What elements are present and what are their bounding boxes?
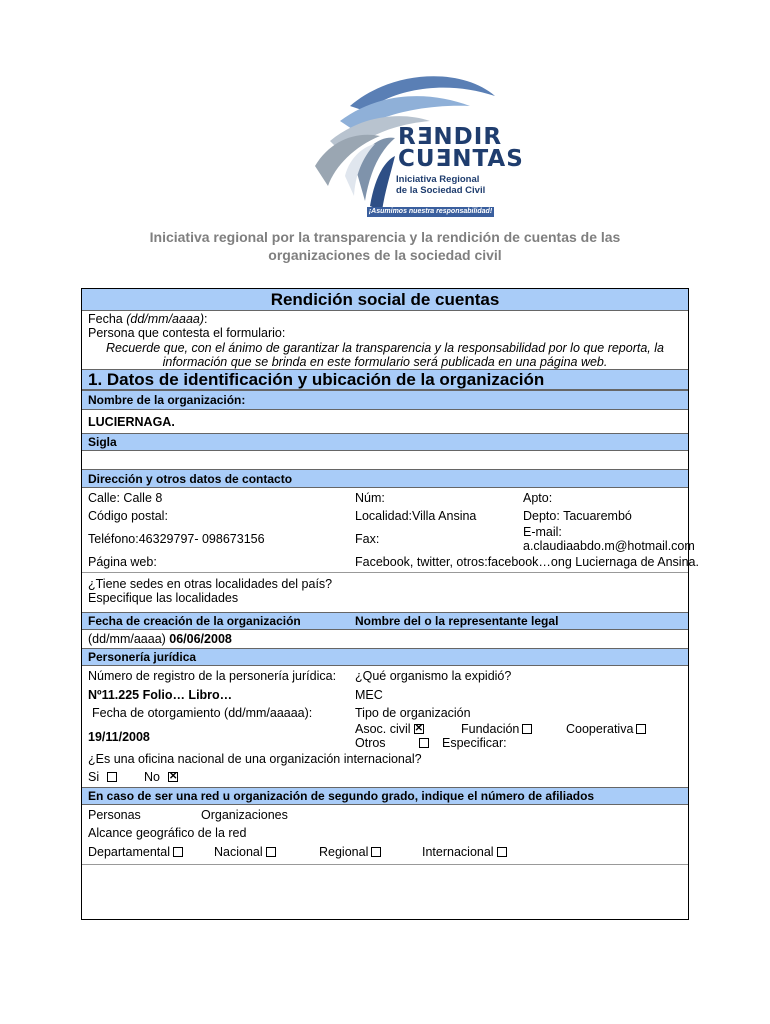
tipo-org-label: Tipo de organización: [355, 706, 471, 720]
fecha-creacion-prefix: (dd/mm/aaaa): [88, 632, 170, 646]
especificar-field[interactable]: Especificar:: [442, 736, 507, 750]
logo-title-line2: CUƎNTAS: [398, 146, 524, 172]
localidad-field[interactable]: Localidad:Villa Ansina: [355, 509, 477, 523]
fecha-format: (dd/mm/aaaa): [126, 312, 205, 326]
internacional-label: Internacional: [422, 845, 494, 859]
personeria-label: Personería jurídica: [82, 648, 688, 666]
cooperativa-label: Cooperativa: [566, 722, 634, 736]
nacional-label: Nacional: [214, 845, 263, 859]
fundacion-option[interactable]: [461, 722, 532, 736]
regional-option[interactable]: [319, 845, 381, 859]
num-registro-value[interactable]: Nº11.225 Folio… Libro…: [88, 688, 233, 702]
recuerde-line2: información que se brinda en este formulario será publicada en una página web.: [162, 355, 608, 369]
internacional-option[interactable]: [422, 845, 507, 859]
fecha-otorgamiento-label: Fecha de otorgamiento (dd/mm/aaaaa):: [92, 706, 313, 720]
fundacion-checkbox[interactable]: [522, 724, 532, 734]
document-subtitle: [82, 228, 688, 264]
pagina-web-field[interactable]: Página web:: [88, 555, 157, 569]
email-value[interactable]: a.claudiaabdo.m@hotmail.com: [523, 539, 695, 553]
rendicion-form: [81, 288, 699, 920]
recuerde-line1: Recuerde que, con el ánimo de garantizar la transparencia y la responsabilidad por lo que reporta, la: [106, 341, 664, 355]
no-option[interactable]: [144, 770, 178, 784]
fecha-otorgamiento-value[interactable]: 19/11/2008: [88, 730, 150, 744]
fecha-creacion-label: Fecha de creación de la organización: [88, 614, 301, 628]
num-registro-label: Número de registro de la personería jurídica:: [88, 669, 337, 683]
si-option[interactable]: [88, 770, 117, 784]
subtitle-line1: Iniciativa regional por la transparencia y la rendición de cuentas de las: [149, 229, 621, 245]
fecha-field[interactable]: [88, 312, 208, 326]
si-label: Si: [88, 770, 100, 784]
asoc-civil-label: Asoc. civil: [355, 722, 411, 736]
nombre-org-label: Nombre de la organización:: [82, 390, 688, 410]
apto-field[interactable]: Apto:: [523, 491, 553, 505]
red-label: En caso de ser una red u organización de segundo grado, indique el número de afiliados: [82, 787, 688, 805]
si-checkbox[interactable]: [107, 772, 117, 782]
direccion-label: Dirección y otros datos de contacto: [82, 469, 688, 488]
sedes-question: ¿Tiene sedes en otras localidades del país?: [88, 577, 333, 591]
asoc-civil-checkbox[interactable]: [414, 724, 424, 734]
logo-sub-line1: Iniciativa Regional: [396, 174, 480, 185]
num-field[interactable]: Núm:: [355, 491, 385, 505]
no-label: No: [144, 770, 160, 784]
organismo-value[interactable]: MEC: [355, 688, 383, 702]
telefono-field[interactable]: Teléfono:46329797- 098673156: [88, 532, 265, 546]
personas-field[interactable]: Personas: [88, 808, 141, 822]
departamental-checkbox[interactable]: [173, 847, 183, 857]
nacional-checkbox[interactable]: [266, 847, 276, 857]
creacion-representante-header: [82, 612, 688, 630]
depto-field[interactable]: Depto: Tacuarembó: [523, 509, 632, 523]
fecha-creacion-field[interactable]: [88, 632, 232, 646]
representante-label: Nombre del o la representante legal: [355, 614, 559, 628]
form-title: Rendición social de cuentas: [82, 289, 688, 311]
regional-label: Regional: [319, 845, 369, 859]
otros-option[interactable]: [355, 736, 429, 750]
otros-label: Otros: [355, 736, 386, 750]
calle-field[interactable]: Calle: Calle 8: [88, 491, 163, 505]
nacional-option[interactable]: [214, 845, 276, 859]
divider: [82, 864, 688, 865]
fecha-label: Fecha: [88, 312, 127, 326]
asoc-civil-option[interactable]: [355, 722, 424, 736]
no-checkbox[interactable]: [168, 772, 178, 782]
fecha-creacion-value: 06/06/2008: [169, 632, 232, 646]
logo-sub-line2: de la Sociedad Civil: [396, 185, 486, 196]
codigo-postal-field[interactable]: Código postal:: [88, 509, 168, 523]
redes-field[interactable]: Facebook, twitter, otros:facebook…ong Luciernaga de Ansina.: [355, 555, 699, 569]
sigla-label: Sigla: [82, 433, 688, 451]
logo-tagline: ¡Asumimos nuestra responsabilidad!: [368, 208, 493, 215]
cooperativa-option[interactable]: [566, 722, 646, 736]
logo-title-line1: RƎNDIR: [398, 124, 503, 150]
organismo-label: ¿Qué organismo la expidió?: [355, 669, 512, 683]
nombre-org-value[interactable]: LUCIERNAGA.: [88, 415, 175, 429]
subtitle-line2: organizaciones de la sociedad civil: [268, 247, 502, 263]
organizaciones-field[interactable]: Organizaciones: [201, 808, 288, 822]
logo-title: [398, 126, 524, 170]
persona-field[interactable]: Persona que contesta el formulario:: [88, 326, 286, 340]
logo-subtitle: [396, 174, 485, 196]
oficina-nacional-question: ¿Es una oficina nacional de una organización internacional?: [88, 752, 422, 766]
fecha-colon: :: [204, 312, 208, 326]
rendir-cuentas-logo: [310, 66, 524, 218]
sedes-specify[interactable]: Especifique las localidades: [88, 591, 239, 605]
otros-checkbox[interactable]: [419, 738, 429, 748]
alcance-label: Alcance geográfico de la red: [88, 826, 247, 840]
section1-title: 1. Datos de identificación y ubicación de la organización: [82, 369, 688, 390]
fundacion-label: Fundación: [461, 722, 520, 736]
departamental-option[interactable]: [88, 845, 183, 859]
regional-checkbox[interactable]: [371, 847, 381, 857]
divider: [82, 572, 688, 573]
email-label: E-mail:: [523, 525, 562, 539]
cooperativa-checkbox[interactable]: [636, 724, 646, 734]
fax-field[interactable]: Fax:: [355, 532, 380, 546]
departamental-label: Departamental: [88, 845, 170, 859]
internacional-checkbox[interactable]: [497, 847, 507, 857]
